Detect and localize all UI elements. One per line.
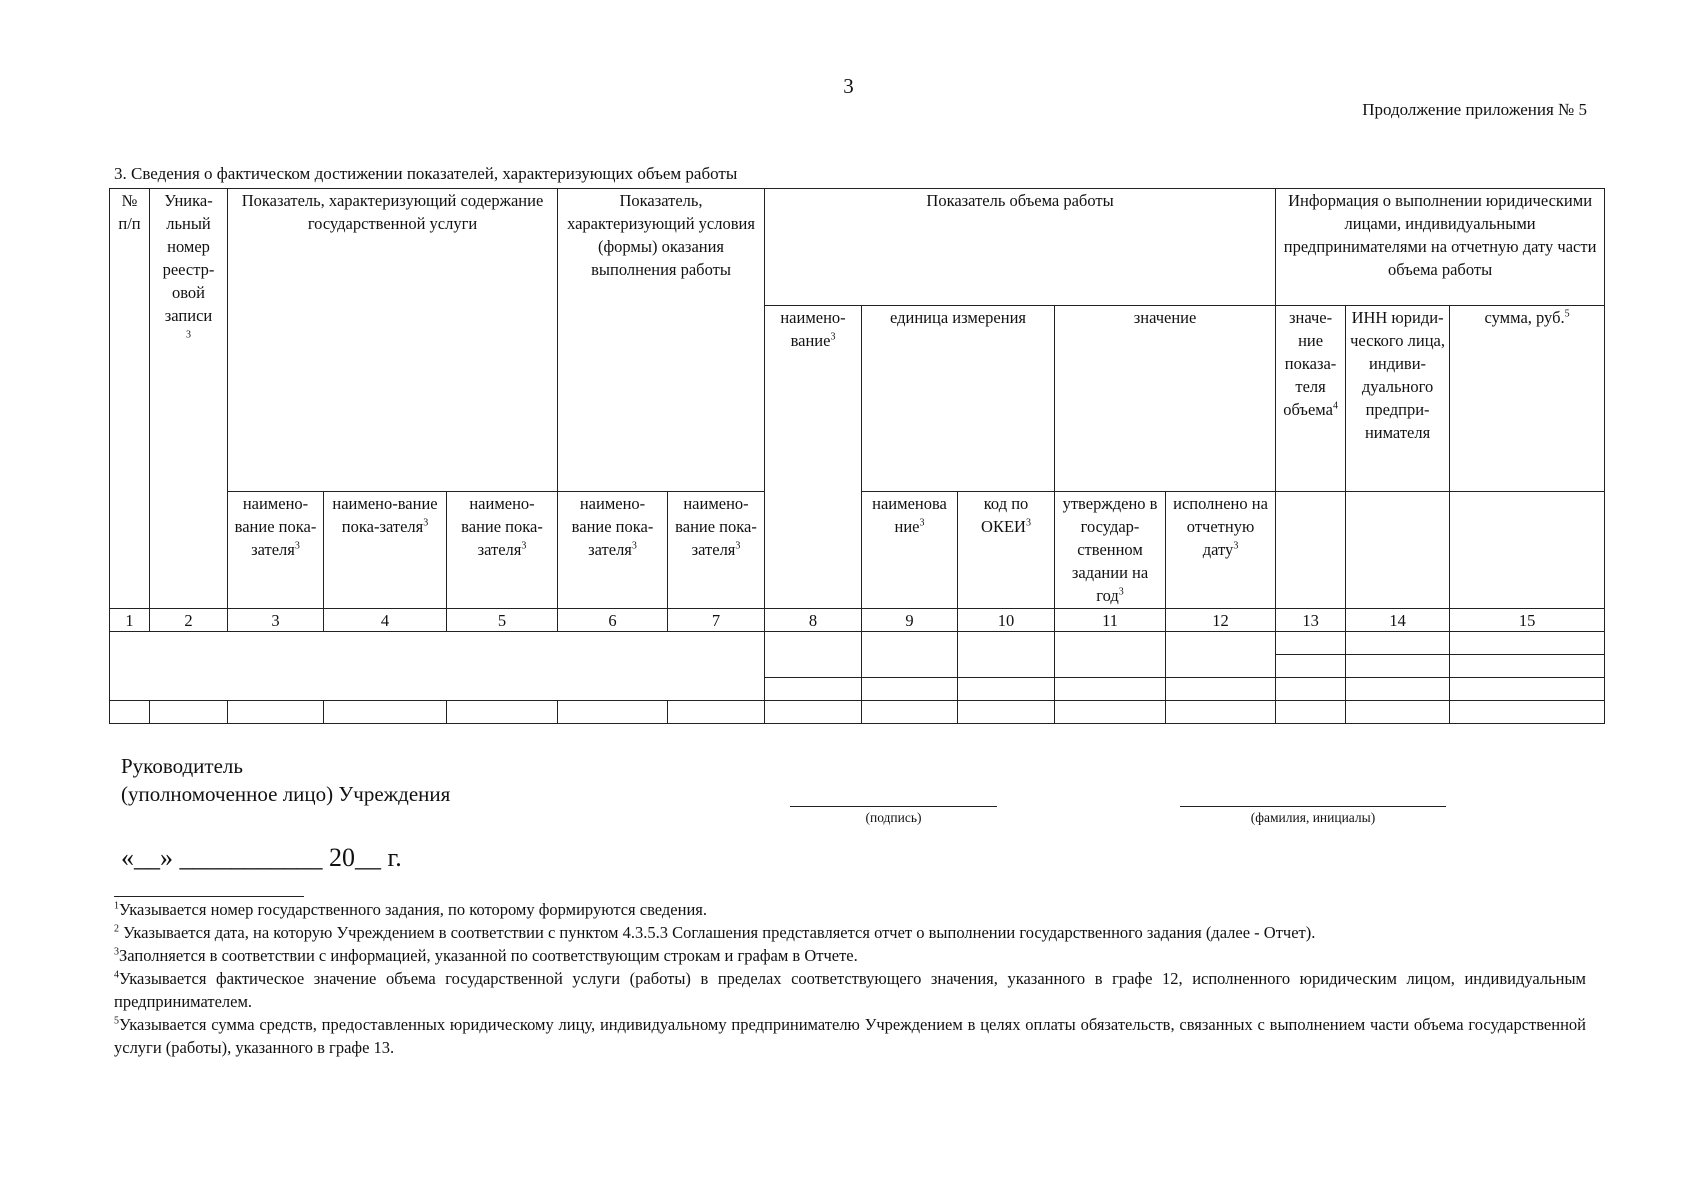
column-number: 12 <box>1166 609 1276 632</box>
footnote-number: 2 <box>114 923 119 935</box>
footnote-mark: 3 <box>423 517 429 529</box>
data-cell <box>765 678 862 701</box>
data-cell <box>150 701 228 724</box>
signature-line <box>790 806 997 807</box>
column-number: 8 <box>765 609 862 632</box>
data-cell <box>1166 678 1276 701</box>
subheader-col15 <box>1450 492 1605 609</box>
subheader-col7: наимено-вание пока-зателя$^3$ <box>668 492 765 609</box>
footnote-mark: 3 <box>919 517 925 529</box>
name-caption: (фамилия, инициалы) <box>1250 810 1376 825</box>
footnote-mark: 3 <box>1025 517 1031 529</box>
footnote-mark: 3 <box>1118 586 1124 598</box>
footnote-mark: 3 <box>830 331 836 343</box>
data-cell <box>1166 632 1276 678</box>
footnote-mark: 3 <box>294 540 300 552</box>
header-unique-number: Уника-льный номер реестр-овой записи $^3$ <box>150 189 228 609</box>
signatory-label <box>121 752 450 808</box>
footnote-mark: 3 <box>1233 540 1239 552</box>
appendix-note: Продолжение приложения № 5 <box>1362 100 1587 119</box>
footnote-mark: 3 <box>735 540 741 552</box>
footnote-mark: 5 <box>1564 308 1570 320</box>
footnote-separator <box>114 896 304 897</box>
column-number: 3 <box>228 609 324 632</box>
footnote: $^3$Заполняется в соответствии с информацией, указанной по соответствующим строкам и графам в Отчете. <box>114 946 858 965</box>
subheader-col13 <box>1276 492 1346 609</box>
subheader-col10: код по ОКЕИ$^3$ <box>958 492 1055 609</box>
header-sum: сумма, руб.$^5$ <box>1450 306 1605 492</box>
volume-report-table <box>109 188 1605 724</box>
date-line: «__» ___________ 20__ г. <box>121 843 402 872</box>
data-cell <box>1450 655 1605 678</box>
header-inn: ИНН юриди-ческого лица, индиви-дуального предпри-нимателя <box>1346 306 1450 492</box>
data-cell <box>1276 678 1346 701</box>
footnote: $^5$Указывается сумма средств, предоставленных юридическому лицу, индивидуальному предпринимателю Учреждением в целях оплаты обязательств, связанных с выполнением части объема государственной услуги (работы), указанного в графе 13. <box>114 1015 1586 1057</box>
footnote-number: 3 <box>114 946 119 958</box>
data-cell <box>862 678 958 701</box>
header-legal-entities-info: Информация о выполнении юридическими лицами, индивидуальными предпринимателями на отчетную дату части объема работы <box>1276 189 1605 306</box>
data-cell <box>447 701 558 724</box>
header-no: № п/п <box>110 189 150 609</box>
data-cell <box>1346 678 1450 701</box>
data-cell <box>862 701 958 724</box>
data-cell <box>324 701 447 724</box>
subheader-col5: наимено-вание пока-зателя$^3$ <box>447 492 558 609</box>
data-cell <box>765 701 862 724</box>
data-cell <box>1346 701 1450 724</box>
subheader-col6: наимено-вание пока-зателя$^3$ <box>558 492 668 609</box>
data-cell <box>1276 701 1346 724</box>
header-content-indicator: Показатель, характеризующий содержание государственной услуги <box>228 189 558 492</box>
column-number: 13 <box>1276 609 1346 632</box>
data-cell <box>958 701 1055 724</box>
header-unit: единица измерения <box>862 306 1055 492</box>
data-cell <box>958 632 1055 678</box>
footnote: $^1$Указывается номер государственного задания, по которому формируются сведения. <box>114 900 707 919</box>
column-number: 9 <box>862 609 958 632</box>
data-cell <box>765 632 862 678</box>
column-number: 4 <box>324 609 447 632</box>
page-number: 3 <box>843 74 854 98</box>
subheader-col12: исполнено на отчетную дату$^3$ <box>1166 492 1276 609</box>
column-number: 1 <box>110 609 150 632</box>
header-value: значение <box>1055 306 1276 492</box>
data-cell <box>958 678 1055 701</box>
column-number: 2 <box>150 609 228 632</box>
footnote-number: 4 <box>114 969 119 981</box>
column-number: 5 <box>447 609 558 632</box>
column-number: 14 <box>1346 609 1450 632</box>
column-number: 15 <box>1450 609 1605 632</box>
footnote-mark: 3 <box>521 540 527 552</box>
data-cell <box>1276 632 1346 655</box>
data-cell <box>1346 655 1450 678</box>
signatory-title: Руководитель <box>121 754 243 778</box>
data-cell <box>1450 701 1605 724</box>
data-cell <box>228 701 324 724</box>
header-conditions-indicator: Показатель, характеризующий условия (формы) оказания выполнения работы <box>558 189 765 492</box>
subheader-col14 <box>1346 492 1450 609</box>
header-volume-value: значе-ние показа-теля объема$^4$ <box>1276 306 1346 492</box>
footnote-mark: 4 <box>1332 400 1338 412</box>
data-cell <box>1055 701 1166 724</box>
data-cell <box>1055 678 1166 701</box>
footnote: $^4$Указывается фактическое значение объема государственной услуги (работы) в пределах соответствующего значения, указанного в графе 12, исполненного юридическим лицом, индивидуальным предпринимателем. <box>114 969 1586 1011</box>
data-cell-merged <box>110 632 765 701</box>
data-cell <box>558 701 668 724</box>
subheader-col3: наимено-вание пока-зателя$^3$ <box>228 492 324 609</box>
header-volume-name: наимено-вание$^3$ <box>765 306 862 609</box>
data-cell <box>668 701 765 724</box>
footnote: $^2$ Указывается дата, на которую Учреждением в соответствии с пунктом 4.3.5.3 Соглашения представляется отчет о выполнении государственного задания (далее - Отчет). <box>114 923 1316 942</box>
data-cell <box>1276 655 1346 678</box>
column-number: 7 <box>668 609 765 632</box>
column-number: 6 <box>558 609 668 632</box>
footnote-number: 5 <box>114 1015 119 1027</box>
name-line <box>1180 806 1446 807</box>
signatory-subtitle: (уполномоченное лицо) Учреждения <box>121 782 451 806</box>
subheader-col4: наимено-вание пока-зателя$^3$ <box>324 492 447 609</box>
footnote-number: 1 <box>114 900 119 912</box>
footnotes <box>114 898 1586 1059</box>
column-number: 11 <box>1055 609 1166 632</box>
signature-caption: (подпись) <box>865 810 922 825</box>
data-cell <box>110 701 150 724</box>
section-title: 3. Сведения о фактическом достижении показателей, характеризующих объем работы <box>114 164 738 183</box>
data-cell <box>1346 632 1450 655</box>
footnote-mark: 3 <box>631 540 637 552</box>
data-cell <box>1450 632 1605 655</box>
data-cell <box>862 632 958 678</box>
subheader-col11: утверждено в государ-ственном задании на год$^3$ <box>1055 492 1166 609</box>
footnote-mark: 3 <box>186 329 191 341</box>
data-cell <box>1166 701 1276 724</box>
subheader-col9: наименова ние$^3$ <box>862 492 958 609</box>
header-volume-indicator: Показатель объема работы <box>765 189 1276 306</box>
column-number: 10 <box>958 609 1055 632</box>
data-cell <box>1450 678 1605 701</box>
data-cell <box>1055 632 1166 678</box>
